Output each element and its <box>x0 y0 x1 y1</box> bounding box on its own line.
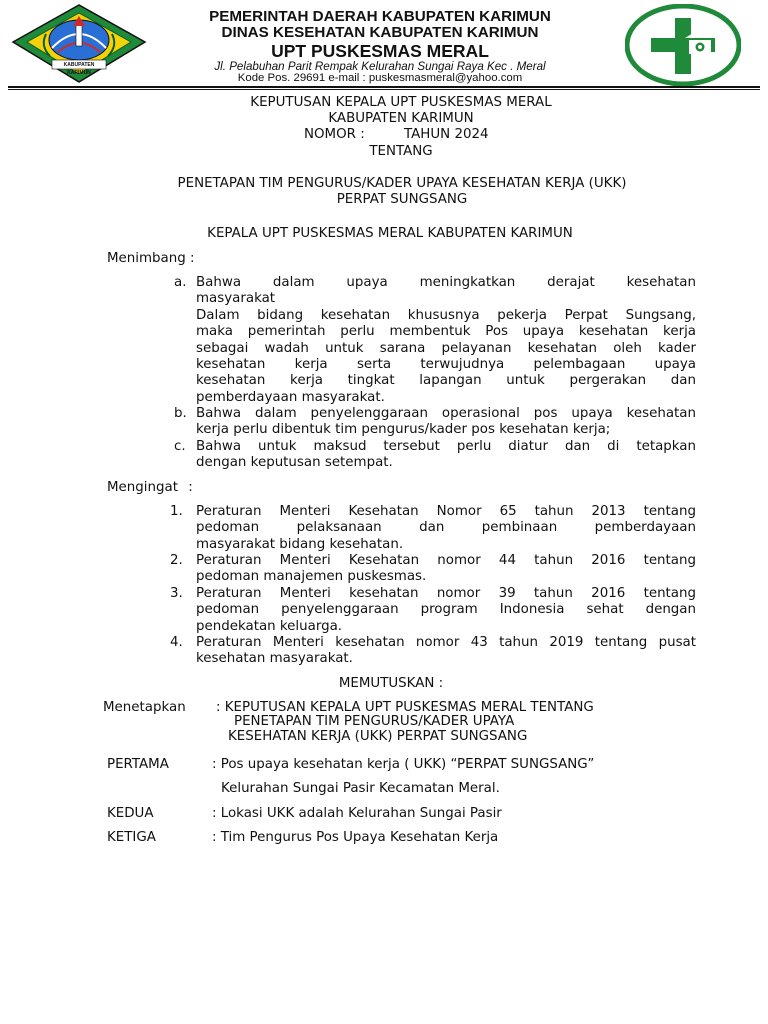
menimbang-a-line: pemberdayaan masyarakat. <box>196 389 385 405</box>
mengingat-item-2-marker: 2. <box>170 553 183 568</box>
pertama-text-1: : Pos upaya kesehatan kerja ( UKK) “PERPAT SUNGSANG” <box>212 757 595 772</box>
menetapkan-label: Menetapkan <box>103 700 186 715</box>
karimun-regency-logo <box>10 4 148 84</box>
mengingat-label: Mengingat : <box>107 480 193 495</box>
mengingat-line: Peraturan Menteri kesehatan nomor 43 tahun 2019 tentang pusat <box>196 635 696 650</box>
puskesmas-logo <box>625 4 741 86</box>
mengingat-item-1 <box>196 504 696 553</box>
menimbang-a-line: kesehatan kerja serta terwujudnya pelembagaan upaya <box>196 357 696 373</box>
menimbang-a-line: maka pemerintah perlu membentuk Pos upaya kesehatan kerja <box>196 324 696 340</box>
mengingat-line: pedoman manajemen puskesmas. <box>196 569 427 585</box>
menetapkan-line-1: : KEPUTUSAN KEPALA UPT PUSKESMAS MERAL TENTANG <box>216 700 594 715</box>
pertama-text-2: Kelurahan Sungai Pasir Kecamatan Meral. <box>221 781 500 796</box>
decree-title-2: KABUPATEN KARIMUN <box>328 111 474 126</box>
menimbang-b <box>196 406 696 439</box>
header-contact: Kode Pos. 29691 e-mail : puskesmasmeral@yahoo.com <box>237 72 523 84</box>
memutuskan-heading: MEMUTUSKAN : <box>338 676 444 691</box>
letterhead <box>0 0 768 90</box>
menimbang-c-line: dengan keputusan setempat. <box>196 455 393 471</box>
mengingat-line: masyarakat bidang kesehatan. <box>196 536 404 552</box>
mengingat-item-1-marker: 1. <box>170 504 183 519</box>
pertama-label: PERTAMA <box>107 757 169 772</box>
letterhead-divider-thin <box>8 89 760 90</box>
menimbang-c-marker: c. <box>174 439 186 454</box>
menimbang-c-line: Bahwa untuk maksud tersebut perlu diatur dan di tetapkan <box>196 439 696 454</box>
letterhead-divider-thick <box>8 86 760 88</box>
menimbang-b-line: Bahwa dalam penyelenggaraan operasional pos upaya kesehatan <box>196 406 696 421</box>
mengingat-item-4 <box>196 635 696 668</box>
mengingat-line: pedoman pelaksanaan dan pembinaan pemberdayaan <box>196 520 696 536</box>
mengingat-line: Peraturan Menteri Kesehatan nomor 44 tahun 2016 tentang <box>196 553 696 568</box>
menimbang-b-line: kerja perlu dibentuk tim pengurus/kader pos kesehatan kerja; <box>196 422 611 438</box>
menimbang-c <box>196 439 696 472</box>
mengingat-item-3 <box>196 586 696 635</box>
mengingat-line: Peraturan Menteri kesehatan nomor 39 tahun 2016 tentang <box>196 586 696 601</box>
kedua-text: : Lokasi UKK adalah Kelurahan Sungai Pasir <box>212 806 502 821</box>
menimbang-a-line: Dalam bidang kesehatan khususnya pekerja Perpat Sungsang, <box>196 307 696 323</box>
decree-year: TAHUN 2024 <box>404 127 489 142</box>
decree-tentang: TENTANG <box>369 144 433 159</box>
header-line-2: DINAS KESEHATAN KABUPATEN KARIMUN <box>221 24 539 41</box>
header-line-3: UPT PUSKESMAS MERAL <box>271 41 489 61</box>
menimbang-a <box>196 275 696 406</box>
decree-subject-2: PERPAT SUNGSANG <box>336 192 468 207</box>
decree-subject-1: PENETAPAN TIM PENGURUS/KADER UPAYA KESEHATAN KERJA (UKK) <box>177 176 627 191</box>
menimbang-a-line: masyarakat <box>196 291 276 307</box>
mengingat-line: pendekatan keluarga. <box>196 618 343 634</box>
logo-caption: KABUPATEN KARIMUN <box>63 62 95 76</box>
decree-title-1: KEPUTUSAN KEPALA UPT PUSKESMAS MERAL <box>250 95 552 110</box>
mengingat-line: kesehatan masyarakat. <box>196 651 353 667</box>
decree-authority: KEPALA UPT PUSKESMAS MERAL KABUPATEN KARIMUN <box>207 226 573 241</box>
menimbang-a-line: Bahwa dalam upaya meningkatkan derajat kesehatan <box>196 275 696 290</box>
ketiga-text: : Tim Pengurus Pos Upaya Kesehatan Kerja <box>212 830 499 845</box>
mengingat-line: Peraturan Menteri Kesehatan Nomor 65 tahun 2013 tentang <box>196 504 696 519</box>
menimbang-label: Menimbang : <box>107 251 195 266</box>
menetapkan-line-3: KESEHATAN KERJA (UKK) PERPAT SUNGSANG <box>228 729 528 744</box>
menimbang-a-marker: a. <box>174 275 187 290</box>
kedua-label: KEDUA <box>107 806 154 821</box>
mengingat-item-3-marker: 3. <box>170 586 183 601</box>
header-address: Jl. Pelabuhan Parit Rempak Kelurahan Sungai Raya Kec . Meral <box>214 60 546 73</box>
mengingat-item-4-marker: 4. <box>170 635 183 650</box>
menimbang-b-marker: b. <box>174 406 187 421</box>
header-line-1: PEMERINTAH DAERAH KABUPATEN KARIMUN <box>209 8 551 25</box>
decree-number-label: NOMOR : <box>304 127 365 142</box>
ketiga-label: KETIGA <box>107 830 156 845</box>
mengingat-item-2 <box>196 553 696 586</box>
menimbang-a-line: kesehatan kerja tingkat lapangan untuk pergerakan dan <box>196 373 696 389</box>
menimbang-a-line: sebagai wadah untuk sarana pelayanan kesehatan oleh kader <box>196 340 696 356</box>
menetapkan-line-2: PENETAPAN TIM PENGURUS/KADER UPAYA <box>234 714 515 729</box>
mengingat-line: pedoman penyelenggaraan program Indonesia sehat dengan <box>196 602 696 618</box>
